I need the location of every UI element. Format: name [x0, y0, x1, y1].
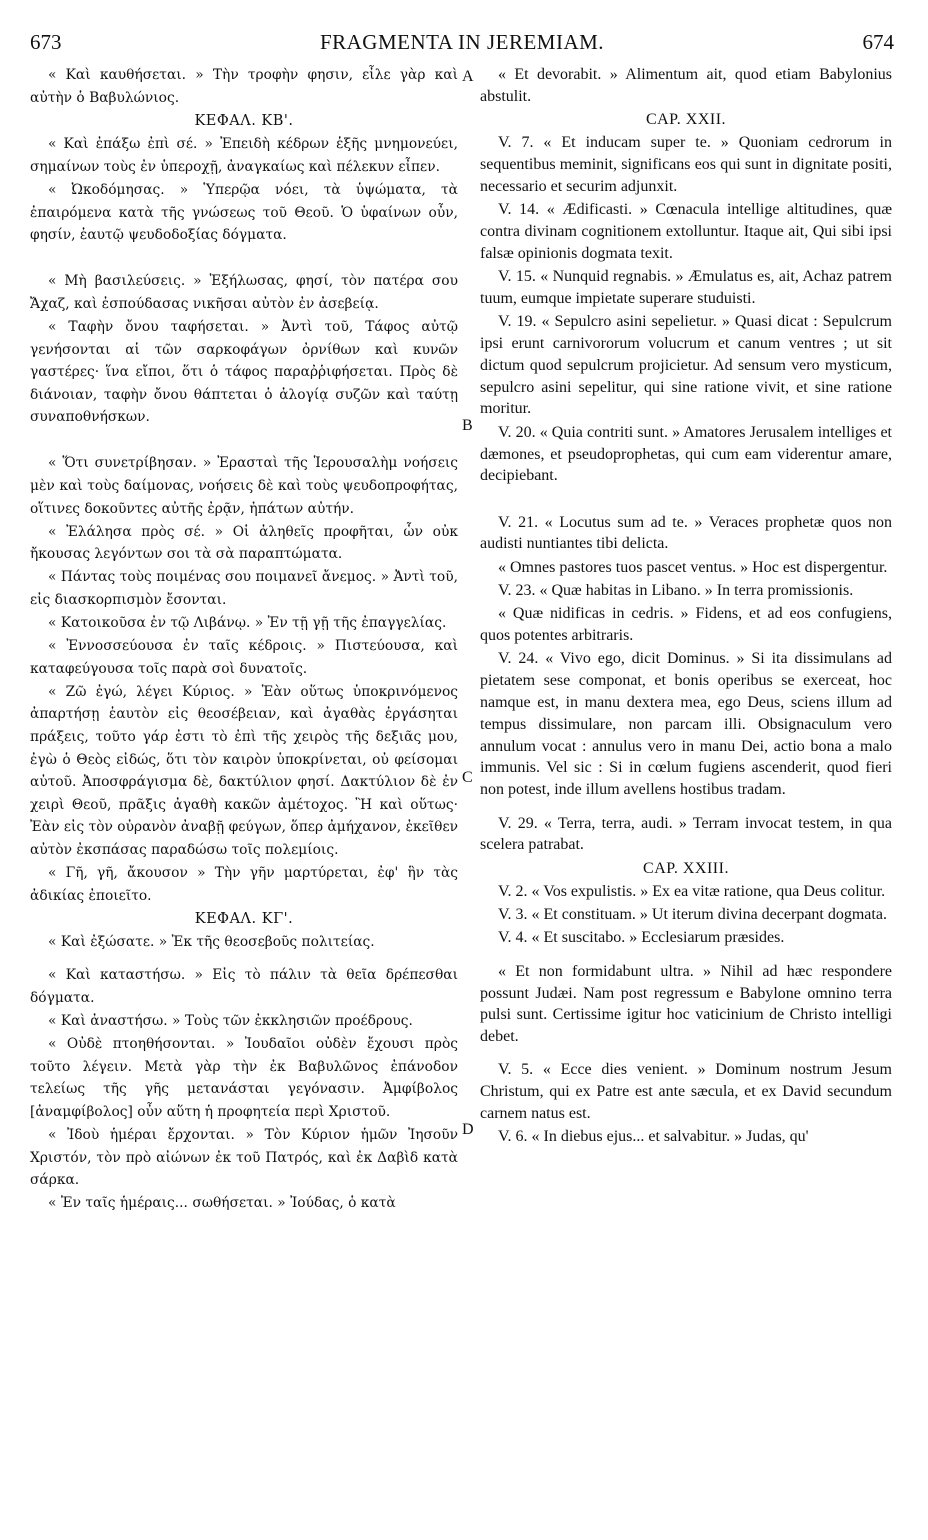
greek-paragraph: « Ἐλάλησα πρὸς σέ. » Οἱ ἀληθεῖς προφῆται, ὧν οὐκ ἤκουσας λεγόντων σοι τὰ σὰ παραπτώματα.	[30, 523, 458, 563]
margin-letter-c: C	[462, 769, 473, 786]
latin-chapter-heading: CAP. XXII.	[645, 111, 727, 129]
latin-paragraph: V. 23. « Quæ habitas in Libano. » In terra promissionis.	[498, 582, 854, 600]
latin-paragraph: V. 4. « Et suscitabo. » Ecclesiarum præsides.	[498, 929, 785, 947]
page-header	[30, 30, 894, 60]
page-number-left: 673	[30, 30, 62, 54]
page-number-right: 674	[862, 30, 894, 54]
greek-paragraph: « Κατοικοῦσα ἐν τῷ Λιβάνῳ. » Ἐν τῇ γῇ τῆς ἐπαγγελίας.	[48, 615, 447, 632]
greek-paragraph: « Ταφὴν ὄνου ταφήσεται. » Ἀντὶ τοῦ, Τάφος αὐτῷ γενήσονται αἱ τῶν σαρκοφάγων ὀρνίθων καὶ κυνῶν γαστέρες· ἵνα εἴποι, ὅτι ὁ τάφος παραῤῥιφήσεται. Πρὸς δὲ διάνοιαν, ταφὴν ὄνου θάπτεται ὁ ἀλογίᾳ συζῶν καὶ ταύτῃ συναποθνήσκων.	[30, 318, 458, 426]
greek-chapter-heading: ΚΕΦΑΛ. ΚΒ'.	[194, 113, 294, 130]
latin-paragraph: V. 2. « Vos expulistis. » Ex ea vitæ ratione, qua Deus colitur.	[498, 882, 886, 900]
greek-paragraph: « Καὶ καυθήσεται. » Τὴν τροφὴν φησιν, εἶλε γὰρ καὶ αὐτὴν ὁ Βαβυλώνιος.	[30, 67, 458, 106]
latin-paragraph: V. 6. « In diebus ejus... et salvabitur. » Judas, qu'	[498, 1128, 809, 1146]
greek-paragraph: « Ἐν ταῖς ἡμέραις... σωθήσεται. » Ἰούδας, ὁ κατὰ	[48, 1195, 396, 1212]
greek-paragraph: « Καὶ ἐξώσατε. » Ἐκ τῆς θεοσεβοῦς πολιτείας.	[48, 934, 375, 951]
margin-letter-d: D	[462, 1121, 474, 1138]
margin-letter-b: B	[462, 417, 473, 434]
latin-paragraph: V. 3. « Et constituam. » Ut iterum divina decerpant dogmata.	[498, 906, 887, 924]
latin-paragraph: « Et non formidabunt ultra. » Nihil ad hæc respondere possunt Judæi. Nam post regressum e Babylone omnino terra pulsi sunt. Certissime igitur hoc vaticinium de Christo intelligi debet.	[480, 962, 892, 1046]
greek-paragraph: « Ζῶ ἐγώ, λέγει Κύριος. » Ἐὰν οὕτως ὑποκρινόμενος ἀπαρτήσῃ ἑαυτὸν εἰς θεοσέβειαν, καὶ ἀγαθὰς ἐργάσηται πράξεις, τοῦτο γάρ ἐστι τὸ ἐπὶ τῆς χειρὸς τῆς δεξιᾶς μου, ἐγὼ ὁ Θεὸς εἰδώς, ὅτι τὸν καιρὸν ὑποκρίνεται, οὐ φείσομαι αὐτοῦ. Ἀποσφράγισμα δὲ, δακτύλιον φησί. Δακτύλιον δὲ ἐν χειρὶ Θεοῦ, πρᾶξις ἀγαθὴ κακῶν ἀμέτοχος. Ἢ καὶ οὕτως· Ἐὰν εἰς τὸν οὐρανὸν ἀναβῇ φεύγων, ὅπερ ἀμήχανον, ἐκεῖθεν αὐτὸν ἐκσπάσας παραδώσω τοῖς πολεμίοις.	[30, 683, 458, 858]
running-title: FRAGMENTA IN JEREMIAM.	[319, 30, 605, 54]
latin-paragraph: V. 20. « Quia contriti sunt. » Amatores Jerusalem intelliges et dæmones, et pseudoprophetas, qui cum eam viderentur amare, decipiebant.	[480, 423, 892, 485]
greek-column	[30, 64, 458, 1216]
latin-paragraph: « Omnes pastores tuos pascet ventus. » Hoc est dispergentur.	[498, 558, 888, 576]
latin-paragraph: V. 7. « Et inducam super te. » Quoniam cedrorum in sequentibus meminit, significans eos qui sunt in dignitate positi, necessario et securim adjunxit.	[480, 134, 892, 195]
greek-paragraph: « Πάντας τοὺς ποιμένας σου ποιμανεῖ ἄνεμος. » Ἀντὶ τοῦ, εἰς διασκορπισμὸν ἔσονται.	[30, 569, 458, 608]
greek-paragraph: « Μὴ βασιλεύσεις. » Ἐξήλωσας, φησί, τὸν πατέρα σου Ἄχαζ, καὶ ἐσπούδασας νικῆσαι αὐτὸν ἐν ἀσεβείᾳ.	[30, 273, 458, 312]
greek-paragraph: « Γῆ, γῆ, ἄκουσον » Τὴν γῆν μαρτύρεται, ἐφ' ἣν τὰς ἀδικίας ἐποιεῖτο.	[30, 865, 458, 904]
greek-chapter-heading: ΚΕΦΑΛ. ΚΓ'.	[194, 911, 294, 928]
greek-paragraph: « Ἐννοσσεύουσα ἐν ταῖς κέδροις. » Πιστεύουσα, καὶ καταφεύγουσα τοῖς παρὰ σοὶ δυνατοῖς.	[30, 638, 458, 677]
latin-paragraph: V. 21. « Locutus sum ad te. » Veraces prophetæ quos non audisti nuntiantes tibi delicta.	[480, 513, 892, 553]
greek-paragraph: « Καὶ καταστήσω. » Εἰς τὸ πάλιν τὰ θεῖα δρέπεσθαι δόγματα.	[30, 967, 458, 1007]
greek-paragraph: « Ὠκοδόμησας. » Ὑπερῷα νόει, τὰ ὑψώματα, τὰ ἐπαιρόμενα κατὰ τῆς γνώσεως τοῦ Θεοῦ. Ὁ ὑφαίνων οὖν, φησίν, ἑαυτῷ ψευδοδοξίας δόγματα.	[30, 181, 458, 244]
latin-paragraph: « Quæ nidificas in cedris. » Fidens, et ad eos confugiens, quos potentes arbitraris.	[480, 605, 892, 645]
latin-paragraph: V. 29. « Terra, terra, audi. » Terram invocat testem, in qua scelera patrabat.	[480, 814, 892, 854]
latin-paragraph: V. 15. « Nunquid regnabis. » Æmulatus es, ait, Achaz patrem tuum, eumque impietate superare studuisti.	[480, 268, 892, 307]
greek-paragraph: « Ὅτι συνετρίβησαν. » Ἐρασταὶ τῆς Ἱερουσαλὴμ νοήσεις μὲν καὶ τοὺς δαίμονας, νοήσεις δὲ καὶ τοὺς ψευδοπροφήτας, οἵτινες δοκοῦντες αὐτῆς ἐρᾷν, ἠπάτων αὐτήν.	[30, 455, 458, 517]
latin-paragraph: V. 19. « Sepulcro asini sepelietur. » Quasi dicat : Sepulcrum ipsi erunt carnivororum volucrum et canum ventres ; ut sit dictum quod sepulcrum projicietur. Ad sensum vero mysticum, sepulcro asini sepelitur, qui sine ratione vivit, et sine ratione moritur.	[480, 313, 892, 418]
latin-paragraph: V. 24. « Vivo ego, dicit Dominus. » Si ita dissimulans ad pietatem sese componat, et bonis operibus se exerceat, hoc namque est, in manu dextera mea, ego Deus, sciens illum ad tempus dissimulare, non parcam illi. Obsignaculum vero annulum vocat : annulus vero in manu Dei, actio bona a malo immunis. Vel sic : Si in cœlum fugiens ascenderit, quod fieri non potest, inde illum avellens hostibus tradam.	[480, 650, 892, 799]
latin-paragraph: V. 5. « Ecce dies venient. » Dominum nostrum Jesum Christum, qui ex Patre est ante sæcula, et ex David secundum carnem natus est.	[480, 1061, 892, 1123]
greek-paragraph: « Ἰδοὺ ἡμέραι ἔρχονται. » Τὸν Κύριον ἡμῶν Ἰησοῦν Χριστόν, τὸν πρὸ αἰώνων ἐκ τοῦ Πατρός, καὶ ἐκ Δαβὶδ κατὰ σάρκα.	[30, 1127, 458, 1189]
greek-paragraph: « Καὶ ἀναστήσω. » Τοὺς τῶν ἐκκλησιῶν προέδρους.	[48, 1013, 413, 1030]
latin-paragraph: V. 14. « Ædificasti. » Cœnacula intellige altitudines, quæ contra divinam cognitionem extolluntur. Itaque ait, Qui sibi ipsi falsæ opinionis dogmata texit.	[480, 201, 892, 262]
latin-column	[480, 64, 892, 1150]
greek-paragraph: « Καὶ ἐπάξω ἐπὶ σέ. » Ἐπειδὴ κέδρων ἑξῆς μνημονεύει, σημαίνων τοὺς ἐν ὑπεροχῇ, ἀναγκαίως καὶ πέλεκυν εἶπεν.	[30, 136, 458, 175]
margin-letter-a: A	[462, 68, 474, 85]
latin-paragraph: « Et devorabit. » Alimentum ait, quod etiam Babylonius abstulit.	[480, 66, 892, 105]
greek-paragraph: « Οὐδὲ πτοηθήσονται. » Ἰουδαῖοι οὐδὲν ἔχουσι πρὸς τοῦτο λέγειν. Μετὰ γὰρ τὴν ἐκ Βαβυλῶνος ἐπάνοδον τελείως τῆς γῆς μετανάσται γεγόνασιν. Ἀμφίβολος [ἀναμφίβολος] οὖν αὕτη ἡ προφητεία περὶ Χριστοῦ.	[30, 1036, 458, 1121]
latin-chapter-heading: CAP. XXIII.	[643, 859, 729, 877]
